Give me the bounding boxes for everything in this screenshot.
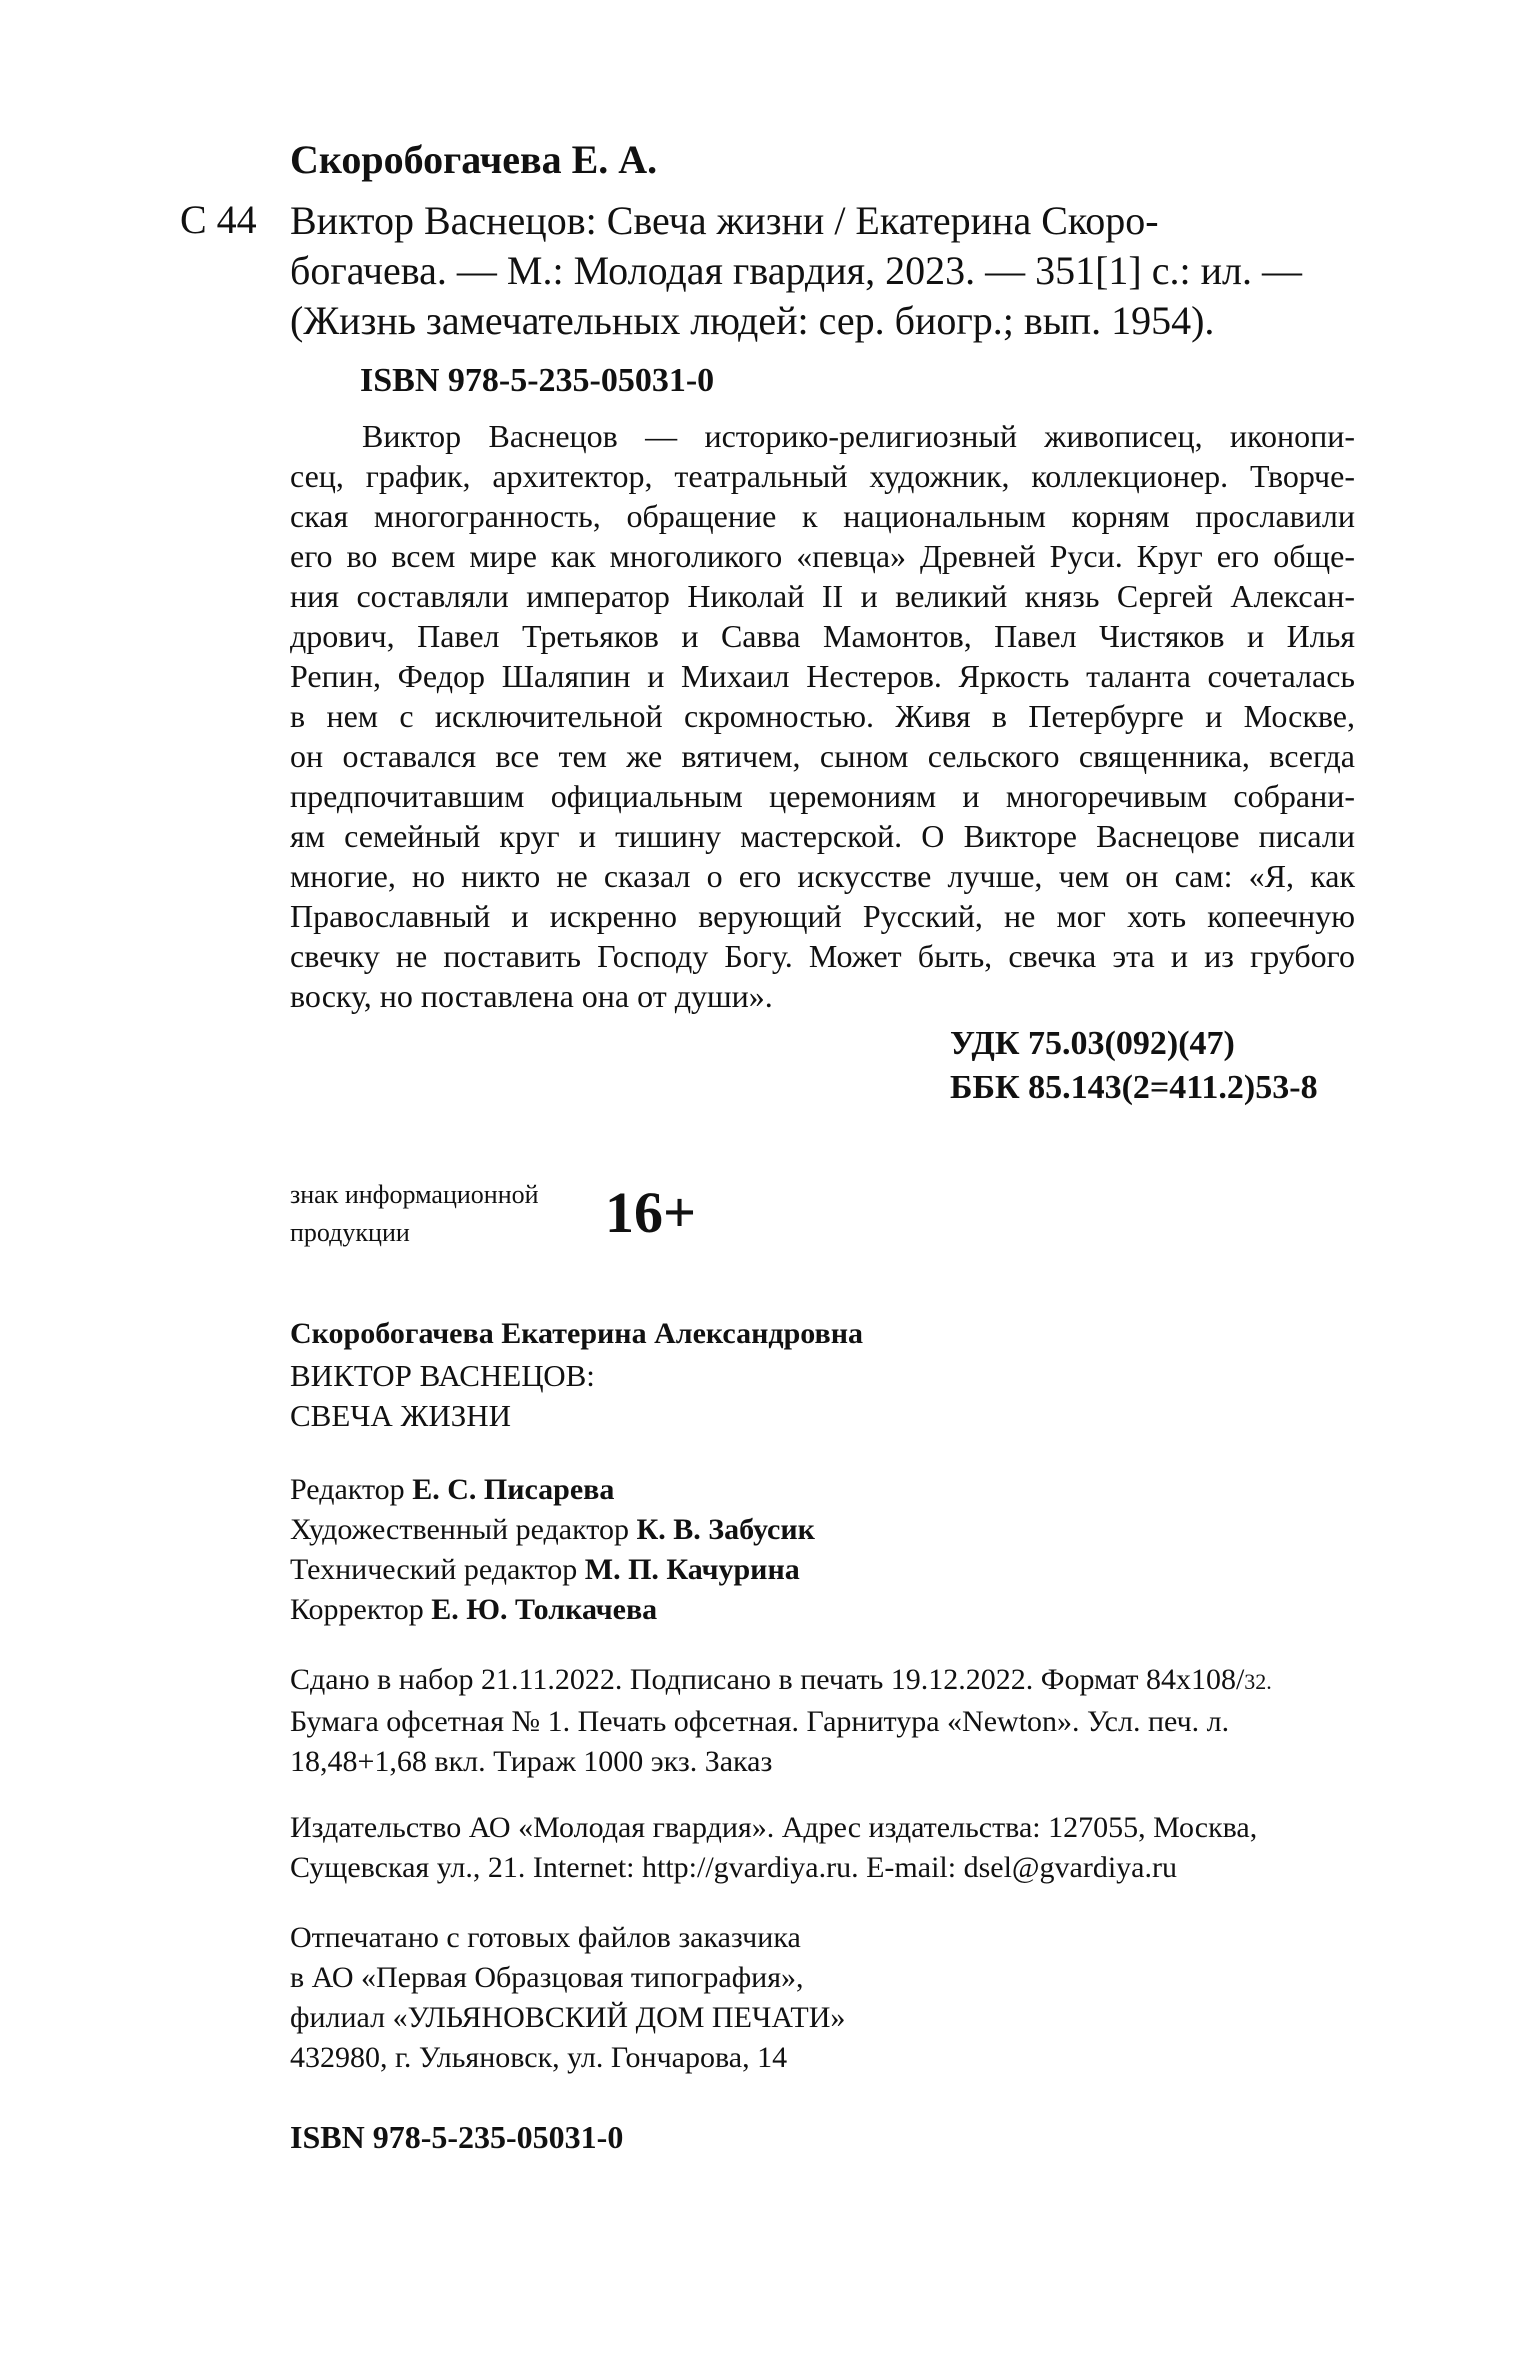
bibliographic-record xyxy=(290,196,1355,346)
age-rating-sign: 16+ xyxy=(605,1180,697,1245)
printer-line: 432980, г. Ульяновск, ул. Гончарова, 14 xyxy=(290,2041,788,2074)
annotation xyxy=(290,416,1355,1016)
publisher-info xyxy=(290,1808,1355,1888)
printer-line: филиал «УЛЬЯНОВСКИЙ ДОМ ПЕЧАТИ» xyxy=(290,2001,846,2034)
annotation-line: воску, но поставлена она от души». xyxy=(290,978,773,1014)
print-line: 18,48+1,68 вкл. Тираж 1000 экз. Заказ xyxy=(290,1745,773,1778)
annotation-line: в нем с исключительной скромностью. Живя в Петербурге и Москве, xyxy=(290,698,1355,734)
title-line: СВЕЧА ЖИЗНИ xyxy=(290,1398,512,1433)
publisher-line: Издательство АО «Молодая гвардия». Адрес издательства: 127055, Москва, xyxy=(290,1811,1258,1844)
publisher-line: Сущевская ул., 21. Internet: http://gvardiya.ru. E-mail: dsel@gvardiya.ru xyxy=(290,1851,1177,1884)
staff-name: Е. С. Писарева xyxy=(412,1473,615,1506)
staff-role: Корректор xyxy=(290,1593,424,1626)
biblio-line: богачева. — М.: Молодая гвардия, 2023. — 351[1] с.: ил. — xyxy=(290,248,1302,293)
age-rating-label xyxy=(290,1176,590,1252)
staff-role: Художественный редактор xyxy=(290,1513,629,1546)
staff-line xyxy=(290,1550,1355,1590)
staff-name: Е. Ю. Толкачева xyxy=(431,1593,658,1626)
staff-line xyxy=(290,1510,1355,1550)
biblio-line: Виктор Васнецов: Свеча жизни / Екатерина Скоро- xyxy=(290,198,1159,243)
staff-credits xyxy=(290,1470,1355,1630)
isbn-bottom: ISBN 978-5-235-05031-0 xyxy=(290,2119,624,2155)
age-label-line: знак информационной xyxy=(290,1180,539,1209)
annotation-line: Православный и искренно верующий Русский, не мог хоть копеечную xyxy=(290,898,1355,934)
annotation-line: он оставался все тем же вятичем, сыном сельского священника, всегда xyxy=(290,738,1355,774)
annotation-line: многие, но никто не сказал о его искусстве лучше, чем он сам: «Я, как xyxy=(290,858,1355,894)
annotation-line: Виктор Васнецов — историко-религиозный живописец, иконопи- xyxy=(362,418,1355,454)
author-heading: Скоробогачева Е. А. xyxy=(290,137,658,182)
staff-line xyxy=(290,1590,1355,1630)
staff-role: Редактор xyxy=(290,1473,405,1506)
annotation-line: его во всем мире как многоликого «певца» Древней Руси. Круг его обще- xyxy=(290,538,1355,574)
staff-line xyxy=(290,1470,1355,1510)
staff-role: Технический редактор xyxy=(290,1553,578,1586)
classification-codes xyxy=(950,1022,1318,1110)
call-number: С 44 xyxy=(180,197,257,242)
colophon-author: Скоробогачева Екатерина Александровна xyxy=(290,1317,863,1350)
age-label-line: продукции xyxy=(290,1218,410,1247)
print-line: Бумага офсетная № 1. Печать офсетная. Гарнитура «Newton». Усл. печ. л. xyxy=(290,1705,1230,1738)
format-fraction: 32. xyxy=(1244,1669,1272,1694)
title-line: ВИКТОР ВАСНЕЦОВ: xyxy=(290,1358,595,1393)
print-line xyxy=(290,1660,1355,1702)
printer-info xyxy=(290,1918,1355,2078)
printer-line: Отпечатано с готовых файлов заказчика xyxy=(290,1921,801,1954)
colophon-title xyxy=(290,1356,1355,1436)
print-details xyxy=(290,1660,1355,1782)
annotation-line: свечку не поставить Господу Богу. Может быть, свечка эта и из грубого xyxy=(290,938,1355,974)
annotation-line: сец, график, архитектор, театральный художник, коллекционер. Творче- xyxy=(290,458,1355,494)
udk-code: УДК 75.03(092)(47) xyxy=(950,1025,1235,1062)
print-line-main: Сдано в набор 21.11.2022. Подписано в печать 19.12.2022. Формат 84x108/ xyxy=(290,1663,1245,1696)
annotation-line: дрович, Павел Третьяков и Савва Мамонтов, Павел Чистяков и Илья xyxy=(290,618,1355,654)
annotation-line: ская многогранность, обращение к национальным корням прославили xyxy=(290,498,1355,534)
annotation-line: ям семейный круг и тишину мастерской. О Викторе Васнецове писали xyxy=(290,818,1355,854)
bbk-code: ББК 85.143(2=411.2)53-8 xyxy=(950,1069,1318,1106)
annotation-line: предпочитавшим официальным церемониям и многоречивым собрани- xyxy=(290,778,1355,814)
biblio-line: (Жизнь замечательных людей: сер. биогр.; вып. 1954). xyxy=(290,298,1215,343)
printer-line: в АО «Первая Образцовая типография», xyxy=(290,1961,804,1994)
staff-name: М. П. Качурина xyxy=(584,1553,800,1586)
staff-name: К. В. Забусик xyxy=(636,1513,815,1546)
annotation-line: Репин, Федор Шаляпин и Михаил Нестеров. Яркость таланта сочеталась xyxy=(290,658,1355,694)
isbn-top: ISBN 978-5-235-05031-0 xyxy=(360,362,715,399)
annotation-line: ния составляли император Николай II и великий князь Сергей Алексан- xyxy=(290,578,1355,614)
